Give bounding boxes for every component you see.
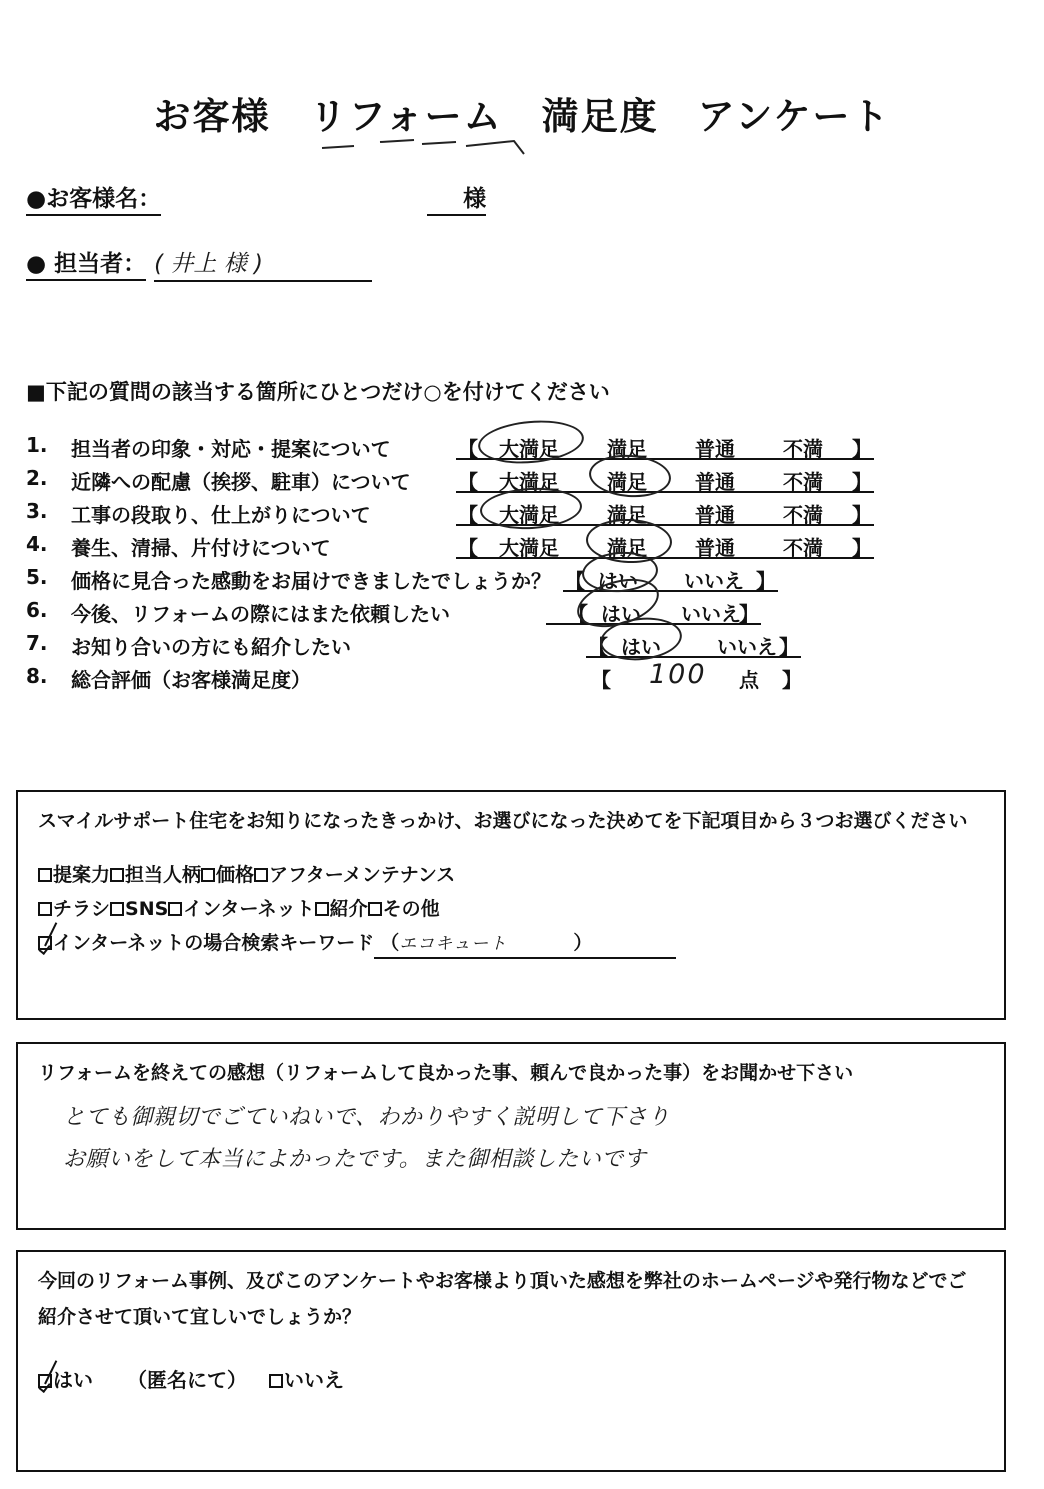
page-title: お客様 リフォーム 満足度 アンケート [153, 95, 891, 138]
checkbox-publish-hai[interactable] [38, 1374, 52, 1388]
label-publish-anonymous: （匿名にて） [127, 1368, 247, 1392]
question-text: 養生、清掃、片付けについて [71, 536, 331, 560]
option-daimanzoku[interactable]: 大満足 [499, 470, 559, 494]
bracket-left: 【 [458, 437, 478, 461]
checkbox-sns[interactable] [110, 902, 124, 916]
answer-score-8 [589, 661, 804, 691]
option-hai[interactable]: はい [598, 569, 638, 593]
question-text: 総合評価（お客様満足度） [71, 668, 311, 692]
feedback-handwritten-line-1[interactable]: とても御親切でごていねいで、わかりやすく説明して下さり [63, 1105, 671, 1130]
question-row-4 [26, 529, 1016, 562]
question-number: 7. [26, 631, 48, 655]
paren-close: ） [573, 932, 593, 954]
staff-row [26, 245, 372, 282]
answer-yesno-7 [586, 628, 801, 658]
label-kakaku: 価格 [216, 864, 255, 886]
checkbox-shokai[interactable] [315, 902, 329, 916]
question-row-1 [26, 430, 1016, 463]
label-tantohitogara: 担当人柄 [125, 864, 202, 886]
customer-name-row [26, 180, 486, 216]
checkbox-tantohitogara[interactable] [110, 868, 124, 882]
checkbox-after-maintenance[interactable] [254, 868, 268, 882]
label-after-maintenance: アフターメンテナンス [269, 864, 456, 886]
keyword-input[interactable] [374, 928, 676, 959]
bracket-left: 【 [591, 668, 611, 692]
bracket-right: 】 [852, 503, 872, 527]
answer-yesno-6 [546, 595, 761, 625]
question-row-8 [26, 661, 1016, 694]
source-options-row-2 [38, 894, 440, 921]
question-number: 3. [26, 499, 48, 523]
label-sonota: その他 [382, 898, 440, 920]
checkbox-publish-iie[interactable] [269, 1374, 283, 1388]
checkbox-kakaku[interactable] [201, 868, 215, 882]
question-number: 4. [26, 532, 48, 556]
checkbox-chirashi[interactable] [38, 902, 52, 916]
answer-scale-1 [456, 430, 874, 460]
section-publish-heading-line-2: 紹介させて頂いて宜しいでしょうか？ [38, 1306, 362, 1328]
section-feedback-heading: リフォームを終えての感想（リフォームして良かった事、頼んで良かった事）をお聞かせ下さい [38, 1062, 854, 1084]
question-row-7 [26, 628, 1016, 661]
question-number: 8. [26, 664, 48, 688]
section-source-box [16, 790, 1006, 1020]
bracket-right: 】 [782, 668, 802, 692]
option-manzoku[interactable]: 満足 [607, 503, 647, 527]
option-manzoku[interactable]: 満足 [607, 470, 647, 494]
bracket-right: 】 [852, 437, 872, 461]
question-list [26, 430, 1016, 694]
checkbox-internet-keyword[interactable] [38, 936, 52, 950]
question-number: 2. [26, 466, 48, 490]
label-teiansuryoku: 提案力 [53, 864, 111, 886]
option-futsu[interactable]: 普通 [695, 437, 735, 461]
bracket-left: 【 [568, 602, 588, 626]
question-text: 今後、リフォームの際にはまた依頼したい [71, 602, 450, 626]
option-fuman[interactable]: 不満 [783, 536, 823, 560]
bracket-right: 】 [852, 536, 872, 560]
section-feedback-box [16, 1042, 1006, 1230]
instruction-text: ■下記の質問の該当する箇所にひとつだけ○を付けてください [26, 380, 610, 404]
bracket-right: 】 [852, 470, 872, 494]
score-unit: 点 [739, 668, 759, 692]
answer-scale-2 [456, 463, 874, 493]
option-futsu[interactable]: 普通 [695, 503, 735, 527]
question-number: 5. [26, 565, 48, 589]
option-manzoku[interactable]: 満足 [607, 536, 647, 560]
bracket-left: 【 [565, 569, 585, 593]
label-shokai: 紹介 [329, 898, 368, 920]
question-number: 6. [26, 598, 48, 622]
option-daimanzoku[interactable]: 大満足 [499, 503, 559, 527]
option-futsu[interactable]: 普通 [695, 536, 735, 560]
label-publish-hai: はい [53, 1368, 93, 1392]
question-row-2 [26, 463, 1016, 496]
option-hai[interactable]: はい [601, 602, 641, 626]
section-publish-box [16, 1250, 1006, 1472]
customer-name-label: ●お客様名： [26, 180, 161, 216]
bracket-right: 】 [739, 602, 759, 626]
question-row-5 [26, 562, 1016, 595]
option-futsu[interactable]: 普通 [695, 470, 735, 494]
option-iie[interactable]: いいえ [681, 602, 741, 626]
option-iie[interactable]: いいえ [717, 635, 777, 659]
section-source-heading: スマイルサポート住宅をお知りになったきっかけ、お選びになった決めてを下記項目から３つお選びください [38, 810, 968, 832]
source-options-row-1 [38, 860, 455, 887]
label-internet: インターネット [183, 898, 315, 920]
question-number: 1. [26, 433, 48, 457]
customer-name-suffix: 様 [427, 180, 486, 216]
bracket-right: 】 [756, 569, 776, 593]
question-row-6 [26, 595, 1016, 628]
question-text: 担当者の印象・対応・提案について [71, 437, 391, 461]
label-publish-iie: いいえ [284, 1368, 344, 1392]
option-daimanzoku[interactable]: 大満足 [499, 437, 559, 461]
source-keyword-row [38, 928, 676, 959]
bracket-left: 【 [458, 470, 478, 494]
question-text: お知り合いの方にも紹介したい [71, 635, 351, 659]
bracket-left: 【 [588, 635, 608, 659]
section-publish-heading-line-1: 今回のリフォーム事例、及びこのアンケートやお客様より頂いた感想を弊社のホームページや発行物などでご [38, 1270, 967, 1292]
question-text: 工事の段取り、仕上がりについて [71, 503, 371, 527]
feedback-handwritten-line-2[interactable]: お願いをして本当によかったです。また御相談したいです [63, 1147, 647, 1172]
checkbox-teiansuryoku[interactable] [38, 868, 52, 882]
keyword-value: エコキュート [399, 934, 508, 954]
label-internet-keyword: インターネットの場合検索キーワード [53, 932, 375, 954]
score-value[interactable]: 100 [649, 659, 707, 690]
checkbox-internet[interactable] [168, 902, 182, 916]
paren-open: （ [380, 932, 400, 954]
label-chirashi: チラシ [53, 898, 111, 920]
option-hai[interactable]: はい [621, 635, 661, 659]
option-fuman[interactable]: 不満 [783, 503, 823, 527]
option-iie[interactable]: いいえ [684, 569, 744, 593]
option-manzoku[interactable]: 満足 [607, 437, 647, 461]
answer-yesno-5 [563, 562, 778, 592]
label-sns: SNS [125, 898, 169, 920]
answer-scale-3 [456, 496, 874, 526]
question-text: 近隣への配慮（挨拶、駐車）について [71, 470, 411, 494]
publish-options-row [38, 1364, 344, 1393]
bracket-right: 】 [779, 635, 799, 659]
staff-label: ● 担当者： [26, 245, 146, 281]
bracket-left: 【 [458, 503, 478, 527]
option-fuman[interactable]: 不満 [783, 470, 823, 494]
staff-value[interactable]: ( 井上 様 ) [154, 245, 372, 282]
answer-scale-4 [456, 529, 874, 559]
checkbox-sonota[interactable] [368, 902, 382, 916]
question-text: 価格に見合った感動をお届けできましたでしょうか？ [71, 569, 551, 593]
option-fuman[interactable]: 不満 [783, 437, 823, 461]
bracket-left: 【 [458, 536, 478, 560]
question-row-3 [26, 496, 1016, 529]
option-daimanzoku[interactable]: 大満足 [499, 536, 559, 560]
